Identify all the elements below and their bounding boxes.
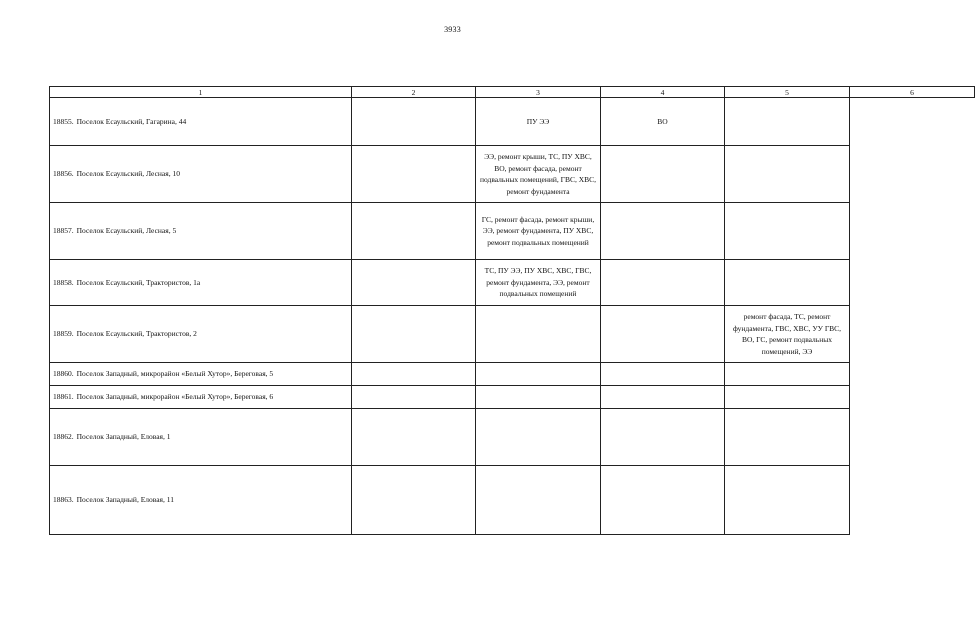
table-row	[50, 146, 975, 203]
row-number: 18861.	[53, 392, 74, 402]
cell-col5	[601, 363, 725, 386]
cell-col6	[725, 203, 850, 260]
cell-col3	[352, 386, 476, 409]
address-cell	[50, 146, 352, 203]
cell-col3	[352, 363, 476, 386]
row-number: 18857.	[53, 226, 74, 236]
cell-col5	[601, 260, 725, 306]
table-row	[50, 98, 975, 146]
address-text: Поселок Есаульский, Гагарина, 44	[76, 116, 187, 126]
cell-col3	[352, 98, 476, 146]
address-cell	[50, 466, 352, 535]
row-number: 18855.	[53, 116, 74, 126]
address-cell	[50, 306, 352, 363]
address-text: Поселок Есаульский, Лесная, 5	[76, 226, 177, 236]
cell-col5	[601, 203, 725, 260]
table-row	[50, 409, 975, 466]
cell-col6	[725, 466, 850, 535]
cell-col6: ремонт фасада, ТС, ремонт фундамента, ГВС, ХВС, УУ ГВС, ВО, ГС, ремонт подвальных помещений, ЭЭ	[725, 306, 850, 363]
address-cell	[50, 260, 352, 306]
cell-col4	[476, 363, 601, 386]
cell-col6	[725, 363, 850, 386]
address-cell	[50, 409, 352, 466]
header-row	[50, 87, 975, 98]
column-header: 4	[601, 87, 725, 98]
row-number: 18860.	[53, 369, 74, 379]
cell-col5	[601, 386, 725, 409]
address-text: Поселок Западный, микрорайон «Белый Хутор», Береговая, 5	[76, 369, 274, 379]
cell-col4: ТС, ПУ ЭЭ, ПУ ХВС, ХВС, ГВС, ремонт фундамента, ЭЭ, ремонт подвальных помещений	[476, 260, 601, 306]
cell-col6	[725, 146, 850, 203]
cell-col6	[725, 386, 850, 409]
row-number: 18862.	[53, 432, 74, 442]
cell-col3	[352, 306, 476, 363]
cell-col5: ВО	[601, 98, 725, 146]
table-row	[50, 466, 975, 535]
row-number: 18856.	[53, 169, 74, 179]
cell-col6	[725, 260, 850, 306]
cell-col5	[601, 409, 725, 466]
cell-col3	[352, 260, 476, 306]
cell-col3	[352, 409, 476, 466]
address-cell	[50, 363, 352, 386]
address-text: Поселок Есаульский, Лесная, 10	[76, 169, 180, 179]
cell-col6	[725, 409, 850, 466]
address-text: Поселок Западный, Еловая, 11	[76, 495, 174, 505]
table-row	[50, 260, 975, 306]
page-number: 3933	[444, 25, 461, 34]
table-row	[50, 386, 975, 409]
column-header: 3	[476, 87, 601, 98]
row-number: 18859.	[53, 329, 74, 339]
column-header: 1	[50, 87, 352, 98]
column-header: 2	[352, 87, 476, 98]
cell-col6	[725, 98, 850, 146]
address-cell	[50, 386, 352, 409]
cell-col4: ГС, ремонт фасада, ремонт крыши, ЭЭ, ремонт фундамента, ПУ ХВС, ремонт подвальных помещений	[476, 203, 601, 260]
registry-table	[49, 86, 975, 535]
cell-col5	[601, 146, 725, 203]
row-number: 18858.	[53, 277, 74, 287]
address-text: Поселок Есаульский, Трактористов, 1а	[76, 277, 201, 287]
table-row	[50, 306, 975, 363]
address-cell	[50, 98, 352, 146]
cell-col4	[476, 466, 601, 535]
cell-col3	[352, 146, 476, 203]
cell-col4: ПУ ЭЭ	[476, 98, 601, 146]
address-text: Поселок Западный, микрорайон «Белый Хутор», Береговая, 6	[76, 392, 274, 402]
table-row	[50, 203, 975, 260]
table-row	[50, 363, 975, 386]
cell-col4	[476, 306, 601, 363]
cell-col3	[352, 466, 476, 535]
address-text: Поселок Западный, Еловая, 1	[76, 432, 171, 442]
row-number: 18863.	[53, 495, 74, 505]
address-text: Поселок Есаульский, Трактористов, 2	[76, 329, 197, 339]
cell-col4	[476, 386, 601, 409]
column-header: 6	[850, 87, 975, 98]
cell-col5	[601, 306, 725, 363]
cell-col3	[352, 203, 476, 260]
cell-col4	[476, 409, 601, 466]
cell-col5	[601, 466, 725, 535]
address-cell	[50, 203, 352, 260]
cell-col4: ЭЭ, ремонт крыши, ТС, ПУ ХВС, ВО, ремонт фасада, ремонт подвальных помещений, ГВС, ХВС, ремонт фундамента	[476, 146, 601, 203]
column-header: 5	[725, 87, 850, 98]
